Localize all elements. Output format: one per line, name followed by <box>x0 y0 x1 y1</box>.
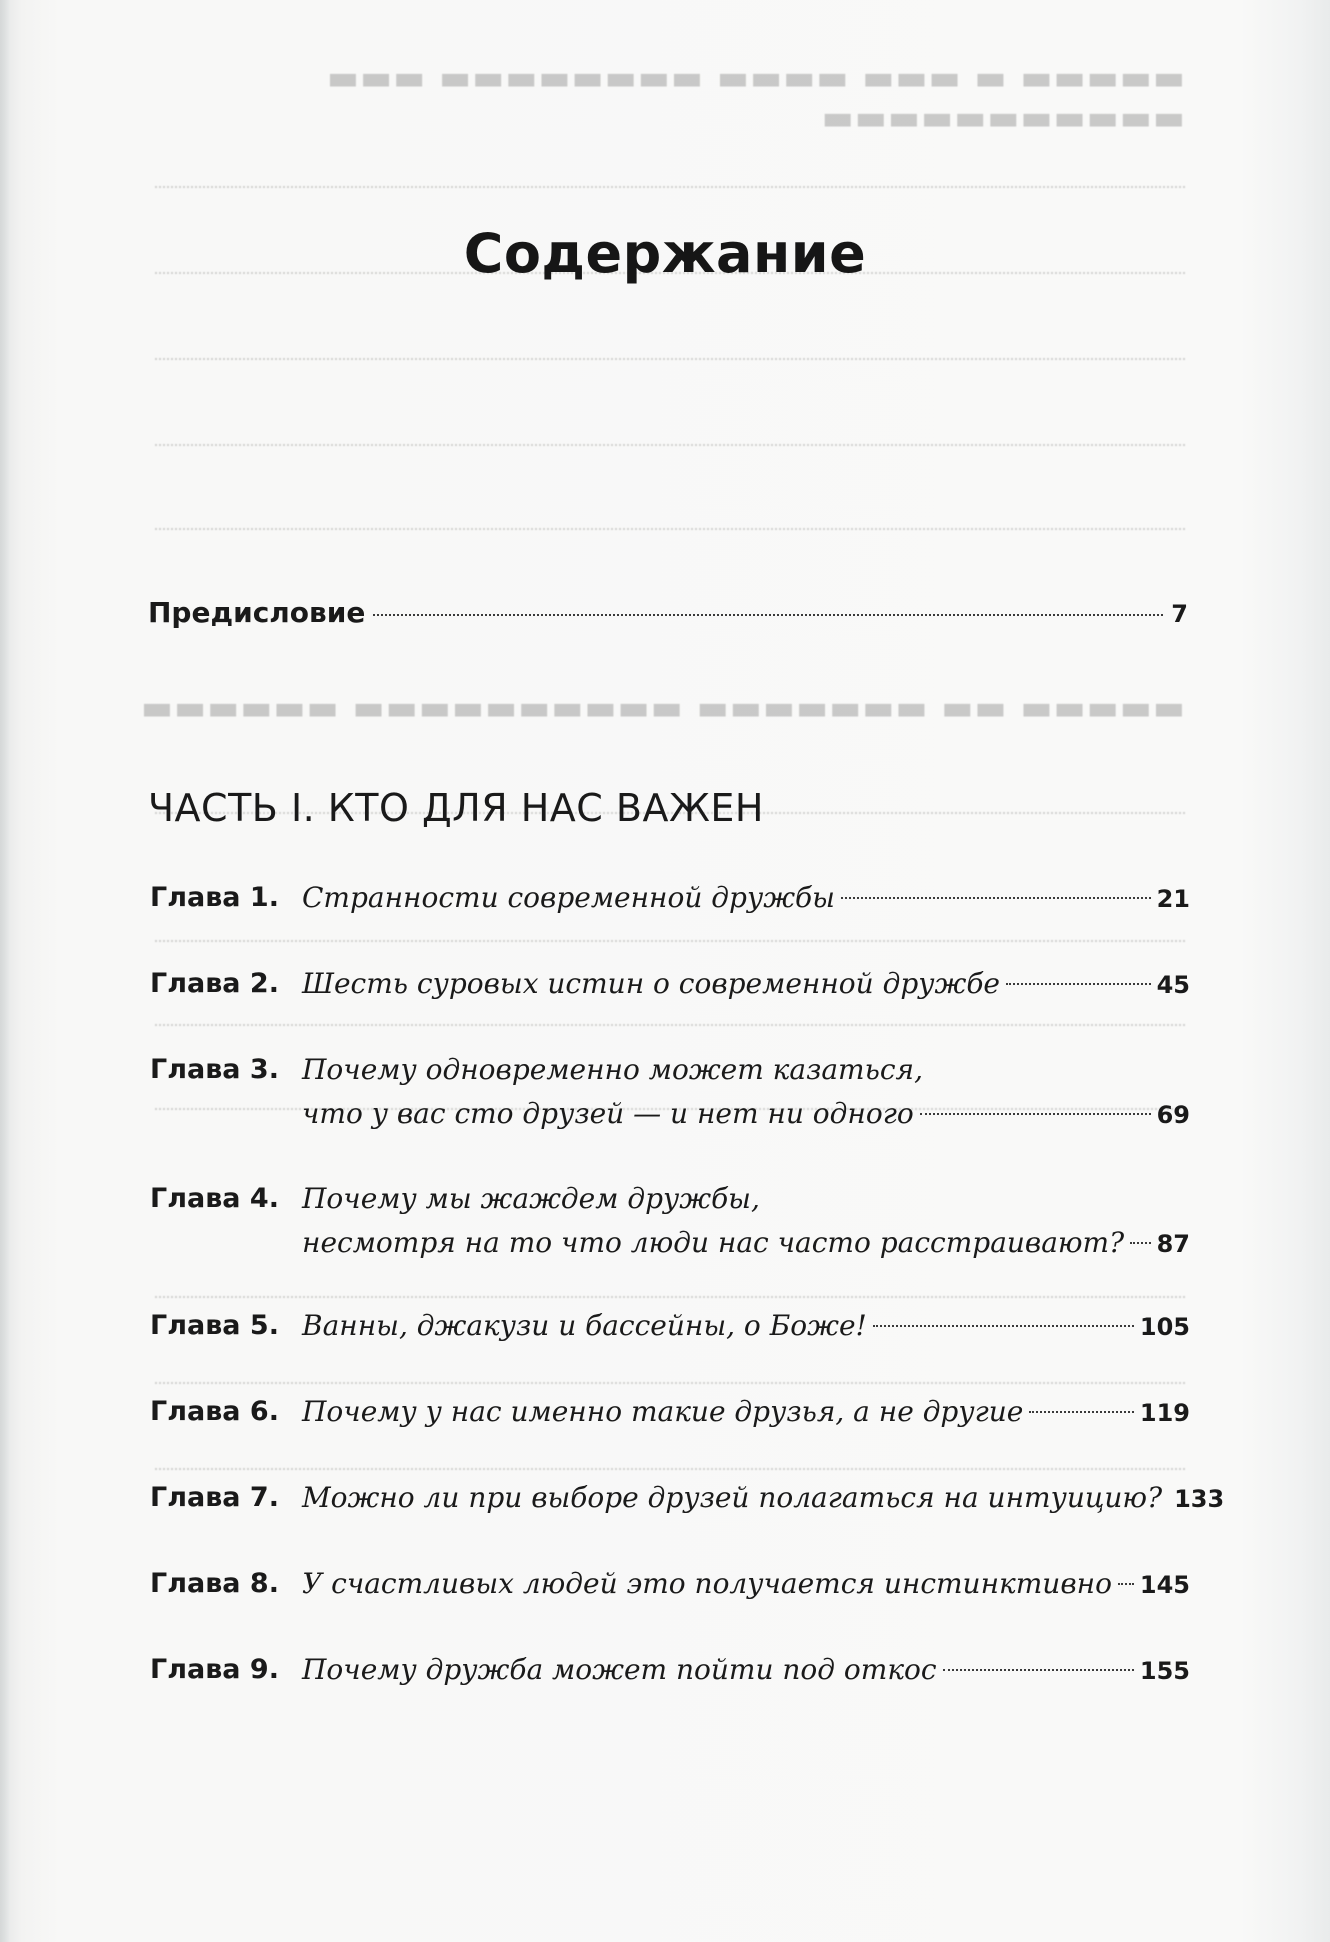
toc-entry-chapter-7[interactable] <box>150 1476 1225 1521</box>
chapter-title-line-1: Почему одновременно может казаться, <box>302 1053 923 1086</box>
dot-leader <box>920 1113 1151 1115</box>
chapter-title: У счастливых людей это получается инстинктивно <box>302 1567 1112 1600</box>
chapter-page-number: 155 <box>1139 1657 1190 1685</box>
toc-entry-chapter-8[interactable] <box>150 1562 1190 1607</box>
dot-leader <box>1118 1583 1134 1585</box>
chapter-page-number: 133 <box>1174 1485 1225 1513</box>
bleed-through-texture: ▬▬▬▬▬ ▬ ▬▬▬ ▬▬▬▬ ▬▬▬▬▬▬▬▬ ▬▬▬ ▬▬▬▬▬▬▬▬▬▬▬ ▬▬▬▬▬ ▬▬ ▬▬▬▬▬▬▬ ▬▬▬▬▬▬▬▬▬▬ ▬▬▬▬▬▬ <box>0 0 1330 1942</box>
chapter-label: Глава 2. <box>150 968 279 999</box>
chapter-label: Глава 1. <box>150 882 279 913</box>
chapter-page-number: 119 <box>1139 1399 1190 1427</box>
chapter-title: Почему дружба может пойти под откос <box>302 1653 937 1686</box>
dot-leader <box>373 614 1163 616</box>
chapter-title: Ванны, джакузи и бассейны, о Боже! <box>302 1309 867 1342</box>
chapter-page-number: 21 <box>1156 885 1190 913</box>
chapter-label: Глава 3. <box>150 1054 279 1085</box>
page-title: Содержание <box>463 222 867 285</box>
chapter-page-number: 45 <box>1156 971 1190 999</box>
chapter-page-number: 87 <box>1156 1230 1190 1258</box>
chapter-title: Шесть суровых истин о современной дружбе <box>302 967 1000 1000</box>
chapter-page-number: 105 <box>1139 1313 1190 1341</box>
toc-entry-chapter-9[interactable] <box>150 1648 1190 1693</box>
dot-leader <box>1130 1242 1150 1244</box>
dot-leader <box>873 1325 1134 1327</box>
page-gutter-shadow <box>0 0 10 1942</box>
chapter-page-number: 145 <box>1139 1571 1190 1599</box>
chapter-label: Глава 4. <box>150 1183 279 1214</box>
toc-entry-chapter-6[interactable] <box>150 1390 1190 1435</box>
preface-page-number: 7 <box>1171 600 1188 628</box>
chapter-label: Глава 6. <box>150 1396 279 1427</box>
toc-entry-chapter-1[interactable] <box>150 876 1190 921</box>
chapter-label: Глава 8. <box>150 1568 279 1599</box>
dot-leader <box>841 897 1151 899</box>
preface-label: Предисловие <box>148 596 366 629</box>
dot-leader <box>1029 1411 1134 1413</box>
chapter-title: Почему у нас именно такие друзья, а не другие <box>302 1395 1024 1428</box>
chapter-label: Глава 5. <box>150 1310 279 1341</box>
chapter-page-number: 69 <box>1156 1101 1190 1129</box>
chapter-title: Странности современной дружбы <box>302 881 835 914</box>
toc-entry-chapter-2[interactable] <box>150 962 1190 1007</box>
toc-entry-preface[interactable] <box>148 596 1188 646</box>
chapter-label: Глава 7. <box>150 1482 279 1513</box>
chapter-title: несмотря на то что люди нас часто расстраивают? <box>302 1226 1125 1259</box>
part-heading: ЧАСТЬ I. КТО ДЛЯ НАС ВАЖЕН <box>148 786 764 830</box>
chapter-title: Можно ли при выборе друзей полагаться на интуицию? <box>302 1481 1163 1514</box>
chapter-title-line-1: Почему мы жаждем дружбы, <box>302 1182 760 1215</box>
chapter-label: Глава 9. <box>150 1654 279 1685</box>
dot-leader <box>1006 983 1151 985</box>
toc-entry-chapter-3[interactable] <box>150 1048 1190 1137</box>
dot-leader <box>943 1669 1134 1671</box>
toc-entry-chapter-5[interactable] <box>150 1304 1190 1349</box>
toc-entry-chapter-4[interactable] <box>150 1177 1190 1266</box>
chapter-title: что у вас сто друзей — и нет ни одного <box>302 1097 914 1130</box>
